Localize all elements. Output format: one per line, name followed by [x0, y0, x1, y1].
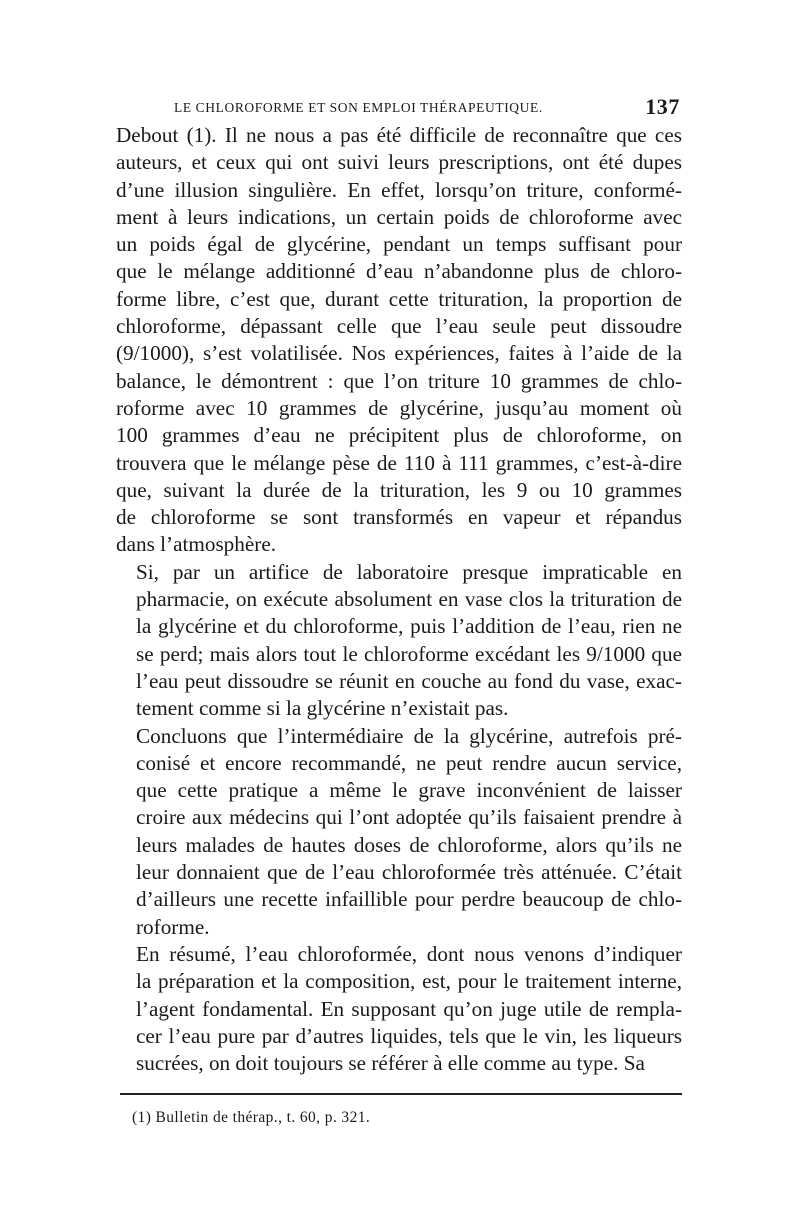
footnote: (1) Bulletin de thérap., t. 60, p. 321. — [132, 1109, 371, 1126]
text-line: 100 grammes d’eau ne précipitent plus de chloroforme, on — [116, 423, 682, 448]
paragraph — [116, 723, 682, 941]
text-line: l’agent fondamental. En supposant qu’on juge utile de rempla- — [136, 996, 682, 1021]
text-line: sucrées, on doit toujours se référer à elle comme au type. Sa — [136, 1051, 645, 1076]
text-line: (9/1000), s’est volatilisée. Nos expériences, faites à l’aide de la — [116, 341, 682, 366]
text-line: chloroforme, dépassant celle que l’eau seule peut dissoudre — [116, 314, 682, 339]
text-line: roforme. — [136, 914, 210, 939]
text-line: conisé et encore recommandé, ne peut rendre aucun service, — [136, 750, 682, 775]
text-line: d’ailleurs une recette infaillible pour perdre beaucoup de chlo- — [136, 887, 682, 912]
text-line: leur donnaient que de l’eau chloroformée très atténuée. C’était — [136, 860, 682, 885]
text-line: que le mélange additionné d’eau n’abandonne plus de chloro- — [116, 259, 682, 284]
text-line: pharmacie, on exécute absolument en vase clos la trituration de — [136, 587, 682, 612]
text-line: tement comme si la glycérine n’existait pas. — [136, 696, 509, 721]
book-page — [116, 92, 682, 1077]
text-line: que, suivant la durée de la trituration, les 9 ou 10 grammes — [116, 477, 682, 502]
text-line: l’eau peut dissoudre se réunit en couche au fond du vase, exac- — [136, 668, 682, 693]
paragraph — [116, 122, 682, 559]
text-line: roforme avec 10 grammes de glycérine, jusqu’au moment où — [116, 395, 682, 420]
text-line: ment à leurs indications, un certain poids de chloroforme avec — [116, 204, 682, 229]
text-line: cer l’eau pure par d’autres liquides, tels que le vin, les liqueurs — [136, 1023, 682, 1048]
text-line: dans l’atmosphère. — [116, 532, 277, 557]
text-line: forme libre, c’est que, durant cette trituration, la proportion de — [116, 286, 682, 311]
text-line: d’une illusion singulière. En effet, lorsqu’on triture, conformé- — [116, 177, 682, 202]
text-line: croire aux médecins qui l’ont adoptée qu’ils faisaient prendre à — [136, 805, 682, 830]
text-line: En résumé, l’eau chloroformée, dont nous venons d’indiquer — [136, 941, 682, 966]
text-line: trouvera que le mélange pèse de 110 à 111 grammes, c’est-à-dire — [116, 450, 682, 475]
text-line: balance, le démontrent : que l’on triture 10 grammes de chlo- — [116, 368, 682, 393]
paragraph — [116, 559, 682, 723]
text-line: un poids égal de glycérine, pendant un temps suffisant pour — [116, 232, 682, 257]
page-number: 137 — [645, 94, 680, 119]
text-line: Concluons que l’intermédiaire de la glycérine, autrefois pré- — [136, 723, 682, 748]
running-title: LE CHLOROFORME ET SON EMPLOI THÉRAPEUTIQUE. — [174, 100, 543, 115]
running-head — [116, 92, 682, 122]
paragraph — [116, 941, 682, 1077]
text-line: que cette pratique a même le grave inconvénient de laisser — [136, 778, 682, 803]
text-line: de chloroforme se sont transformés en vapeur et répandus — [116, 505, 682, 530]
text-line: auteurs, et ceux qui ont suivi leurs prescriptions, ont été dupes — [116, 150, 682, 175]
footnote-rule — [120, 1093, 682, 1095]
text-line: la préparation et la composition, est, pour le traitement interne, — [136, 969, 682, 994]
text-line: la glycérine et du chloroforme, puis l’addition de l’eau, rien ne — [136, 614, 682, 639]
text-line: se perd; mais alors tout le chloroforme excédant les 9/1000 que — [136, 641, 682, 666]
text-line: Debout (1). Il ne nous a pas été difficile de reconnaître que ces — [116, 123, 682, 147]
body-text — [116, 122, 682, 1077]
text-line: Si, par un artifice de laboratoire presque impraticable en — [136, 559, 682, 584]
text-line: leurs malades de hautes doses de chloroforme, alors qu’ils ne — [136, 832, 682, 857]
